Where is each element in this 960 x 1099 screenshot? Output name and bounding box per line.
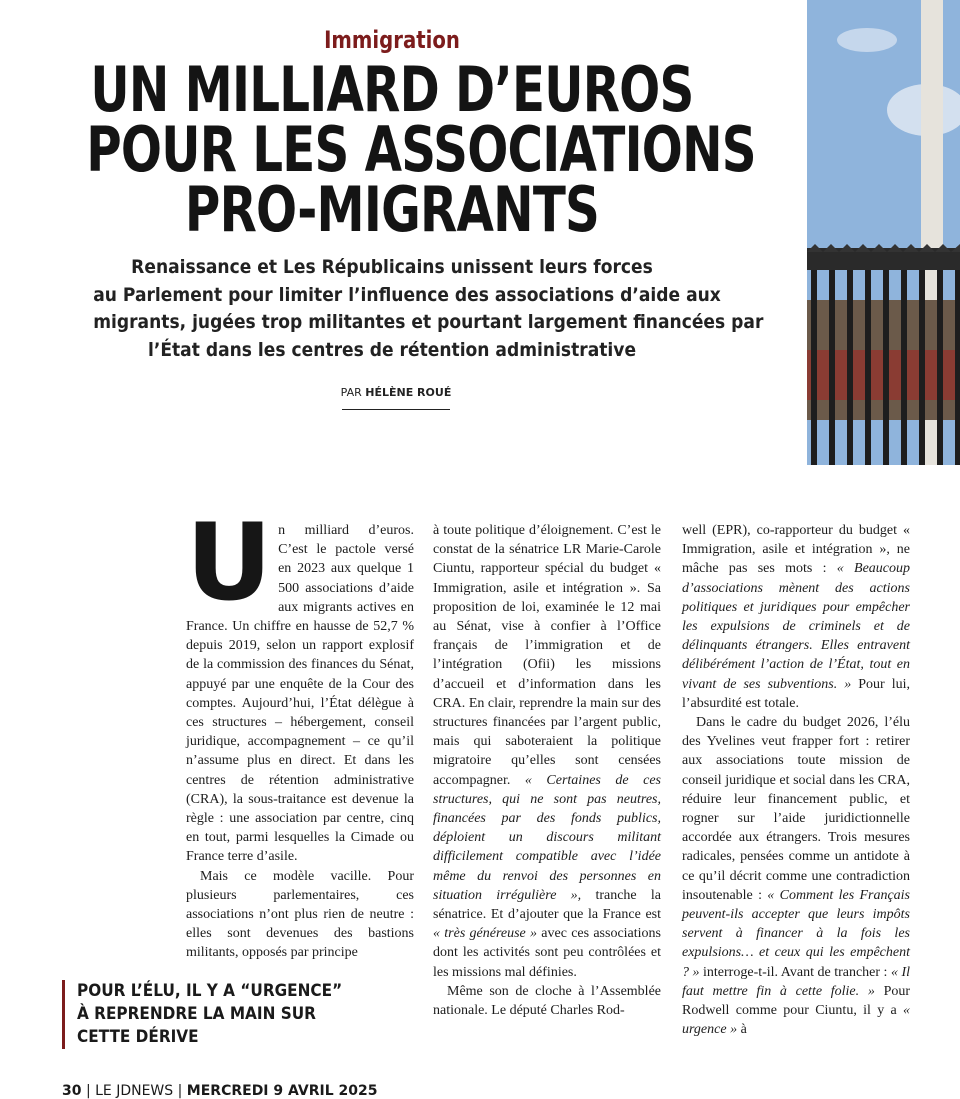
pull-quote-line-2: À REPRENDRE LA MAIN SUR [77, 1004, 316, 1024]
pull-quote-line-3: CETTE DÉRIVE [77, 1027, 199, 1047]
section-kicker: Immigration [324, 26, 460, 54]
deck-line-4: l’État dans les centres de rétention administrative [147, 338, 637, 361]
paragraph [682, 521, 910, 713]
page-footer [62, 1083, 377, 1099]
byline-prefix: PAR [340, 386, 362, 399]
deck-line-3: migrants, jugées trop militantes et pourtant largement financées par [93, 311, 764, 333]
article-photo [807, 0, 960, 465]
article-column-3 [682, 521, 910, 1039]
fence-photo-illustration [807, 0, 960, 465]
headline-line-2: POUR LES ASSOCIATIONS [86, 113, 756, 186]
paragraph-text: Pour lui, l’absurdité est totale. [682, 676, 910, 711]
footer-separator: | [177, 1083, 183, 1099]
paragraph-text: à [740, 1022, 747, 1038]
paragraph [682, 713, 910, 1039]
paragraph: Même son de cloche à l’Assemblée nationale. Le député Charles Rod- [433, 983, 661, 1019]
paragraph-text: Pour Rodwell comme pour Ciuntu, il y a [682, 983, 911, 1019]
quote-text: « Certaines de ces structures, qui ne sont pas neutres, financées par des fonds publics, déploient un discours militant difficilement compatible avec l’idée même du renvoi des personnes en situation irrégulière », [433, 772, 662, 903]
paragraph-text: interroge-t-il. Avant de trancher : [703, 964, 888, 980]
quote-text: « Beaucoup d’associations mènent des actions politiques et juridiques pour empêcher les expulsions de criminels et de délinquants étrangers. Elles entravent délibérément l’action de l’État, tout en vivant de ses subventions. » [682, 561, 910, 692]
byline [0, 386, 792, 399]
paragraph-text: tranche la sénatrice. Et d’ajouter que la France est [433, 887, 661, 923]
deck-line-1: Renaissance et Les Républicains unissent leurs forces [131, 256, 653, 278]
pull-quote-line-1: POUR L’ÉLU, IL Y A “URGENCE” [77, 981, 343, 1001]
headline-line-3: PRO-MIGRANTS [184, 173, 600, 246]
drop-cap: U [186, 501, 273, 624]
footer-separator: | [85, 1083, 91, 1099]
paragraph [433, 521, 661, 982]
paragraph-text: à toute politique d’éloignement. C’est le constat de la sénatrice LR Marie-Carole Ciuntu, rapporteur spécial du budget « Immigration, asile et intégration ». Sa proposition de loi, examinée le 12 mai au Sénat, vise à confier à l’Office français de l’immigration et de l’intégration (Ofii) les missions d’accueil et d’information dans les CRA. En clair, reprendre la main sur des structures financées par l’argent public, mais qui saboteraient la politique migratoire qu’elles sont censées accompagner. [433, 523, 661, 788]
paragraph-text: n milliard d’euros. C’est le pactole versé en 2023 aux quelque 1 500 associations d’aide aux migrants actives en France. Un chiffre en hausse de 52,7 % depuis 2019, selon un rapport explosif de la commission des finances du Sénat, appuyé par une enquête de la Cour des comptes. Aujourd’hui, l’État délègue à ces structures – hébergement, conseil juridique, accompagnement – ce qu’il n’assume plus en direct. Et dans les centres de rétention administrative (CRA), la sous-traitance est devenue la règle : une association par centre, cinq en tout, parmi lesquelles la Cimade ou France terre d’asile. [186, 523, 414, 865]
paragraph-text: well (EPR), co-rapporteur du budget « Immigration, asile et intégration », ne mâche pas ses mots : [682, 523, 910, 577]
deck-line-2: au Parlement pour limiter l’influence des associations d’aide aux [93, 283, 721, 306]
paragraph-text: avec ces associations dont les activités sont peu contrôlées et les missions mal définies. [433, 926, 661, 980]
paragraph [186, 501, 414, 867]
article-column-2 [433, 521, 661, 1020]
quote-text: « très généreuse » [433, 926, 538, 942]
pull-quote [62, 980, 367, 1049]
article-deck [60, 254, 764, 364]
headline-line-1: UN MILLIARD D’EUROS [90, 53, 694, 126]
quote-text: « urgence » [682, 1003, 910, 1038]
page-number: 30 [62, 1083, 82, 1099]
article-headline [0, 53, 784, 246]
publication-name: LE JDNEWS [95, 1083, 174, 1099]
article-column-1 [186, 501, 414, 963]
quote-text: « Il faut mettre fin à cette folie. » [682, 964, 911, 999]
quote-text: « Comment les Français peuvent-ils accepter que leurs impôts servent à financer à la fois les expulsions… et ceux qui les empêchent ? » [682, 887, 911, 980]
issue-date: MERCREDI 9 AVRIL 2025 [186, 1083, 378, 1099]
paragraph-text: Dans le cadre du budget 2026, l’élu des Yvelines veut frapper fort : retirer aux associations toute mission de conseil juridique et social dans les CRA, réduire leur financement public, et rogner sur l’aide juridictionnelle accordée aux étrangers. Trois mesures radicales, pensées comme un antidote à ce qu’il décrit comme une contradiction insoutenable : [682, 715, 910, 903]
paragraph: Mais ce modèle vacille. Pour plusieurs parlementaires, ces associations n’ont plus rien de neutre : elles sont devenues des bastions militants, opposés par principe [186, 868, 414, 961]
byline-author: HÉLÈNE ROUÉ [365, 386, 452, 399]
byline-underline [342, 409, 450, 410]
